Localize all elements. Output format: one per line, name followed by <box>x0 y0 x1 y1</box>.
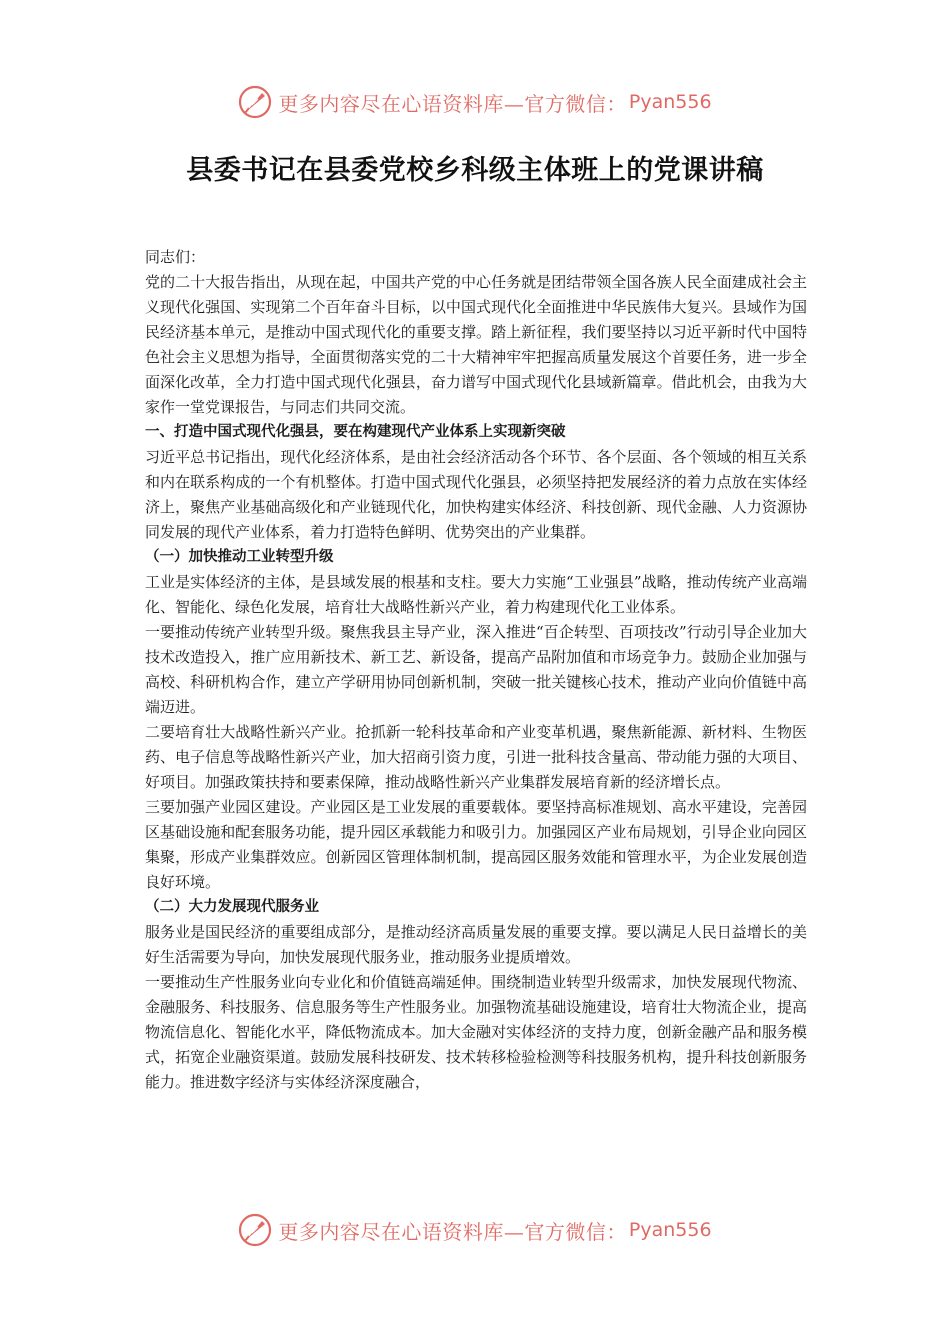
document-title: 县委书记在县委党校乡科级主体班上的党课讲稿 <box>186 155 764 186</box>
footer-banner <box>0 1208 950 1252</box>
quill-logo-icon <box>238 85 272 119</box>
wechat-id: Pyan556 <box>628 91 712 113</box>
subsection-1-paragraph: 工业是实体经济的主体，是县域发展的根基和支柱。要大力实施“工业强县”战略，推动传统产业高端化、智能化、绿色化发展，培育壮大战略性新兴产业，着力构建现代化工业体系。 <box>145 573 807 616</box>
subsection-1-point-2: 二要培育壮大战略性新兴产业。抢抓新一轮科技革命和产业变革机遇，聚焦新能源、新材料、生物医药、电子信息等战略性新兴产业，加大招商引资力度，引进一批科技含量高、带动能力强的大项目、好项目。加强政策扶持和要素保障，推动战略性新兴产业集群发展培育新的经济增长点。 <box>145 723 807 791</box>
subsection-1-point-1: 一要推动传统产业转型升级。聚焦我县主导产业，深入推进“百企转型、百项技改”行动引导企业加大技术改造投入，推广应用新技术、新工艺、新设备，提高产品附加值和市场竞争力。鼓励企业加强与高校、科研机构合作，建立产学研用协同创新机制，突破一批关键核心技术，推动产业向价值链中高端迈进。 <box>145 623 807 716</box>
quill-logo-icon <box>238 1213 272 1247</box>
banner-text: 更多内容尽在心语资料库—官方微信： <box>278 91 627 116</box>
section-1-paragraph: 习近平总书记指出，现代化经济体系，是由社会经济活动各个环节、各个层面、各个领域的相互关系和内在联系构成的一个有机整体。打造中国式现代化强县，必须坚持把发展经济的着力点放在实体经济上，聚焦产业基础高级化和产业链现代化，加快构建实体经济、科技创新、现代金融、人力资源协同发展的现代产业体系，着力打造特色鲜明、优势突出的产业集群。 <box>145 448 807 541</box>
salutation: 同志们： <box>145 248 206 266</box>
intro-paragraph: 党的二十大报告指出，从现在起，中国共产党的中心任务就是团结带领全国各族人民全面建成社会主义现代化强国、实现第二个百年奋斗目标，以中国式现代化全面推进中华民族伟大复兴。县域作为国民经济基本单元，是推动中国式现代化的重要支撑。踏上新征程，我们要坚持以习近平新时代中国特色社会主义思想为指导，全面贯彻落实党的二十大精神牢牢把握高质量发展这个首要任务，进一步全面深化改革，全力打造中国式现代化强县，奋力谱写中国式现代化县域新篇章。借此机会，由我为大家作一堂党课报告，与同志们共同交流。 <box>145 273 807 416</box>
subsection-heading-1: （一）加快推动工业转型升级 <box>145 549 334 565</box>
document-body <box>145 245 807 1095</box>
subsection-1-point-3: 三要加强产业园区建设。产业园区是工业发展的重要载体。要坚持高标准规划、高水平建设，完善园区基础设施和配套服务功能，提升园区承载能力和吸引力。加强园区产业布局规划，引导企业向园区集聚，形成产业集群效应。创新园区管理体制机制，提高园区服务效能和管理水平，为企业发展创造良好环境。 <box>145 798 807 891</box>
header-banner <box>0 80 950 124</box>
subsection-2-paragraph: 服务业是国民经济的重要组成部分，是推动经济高质量发展的重要支撑。要以满足人民日益增长的美好生活需要为导向，加快发展现代服务业，推动服务业提质增效。 <box>145 923 807 966</box>
banner-text: 更多内容尽在心语资料库—官方微信： <box>278 1219 627 1244</box>
subsection-heading-2: （二）大力发展现代服务业 <box>145 899 319 915</box>
wechat-id: Pyan556 <box>628 1219 712 1241</box>
section-heading-1: 一、打造中国式现代化强县，要在构建现代产业体系上实现新突破 <box>145 424 566 440</box>
subsection-2-point-1: 一要推动生产性服务业向专业化和价值链高端延伸。围绕制造业转型升级需求，加快发展现代物流、金融服务、科技服务、信息服务等生产性服务业。加强物流基础设施建设，培育壮大物流企业，提高物流信息化、智能化水平，降低物流成本。加大金融对实体经济的支持力度，创新金融产品和服务模式，拓宽企业融资渠道。鼓励发展科技研发、技术转移检验检测等科技服务机构，提升科技创新服务能力。推进数字经济与实体经济深度融合， <box>145 973 807 1091</box>
